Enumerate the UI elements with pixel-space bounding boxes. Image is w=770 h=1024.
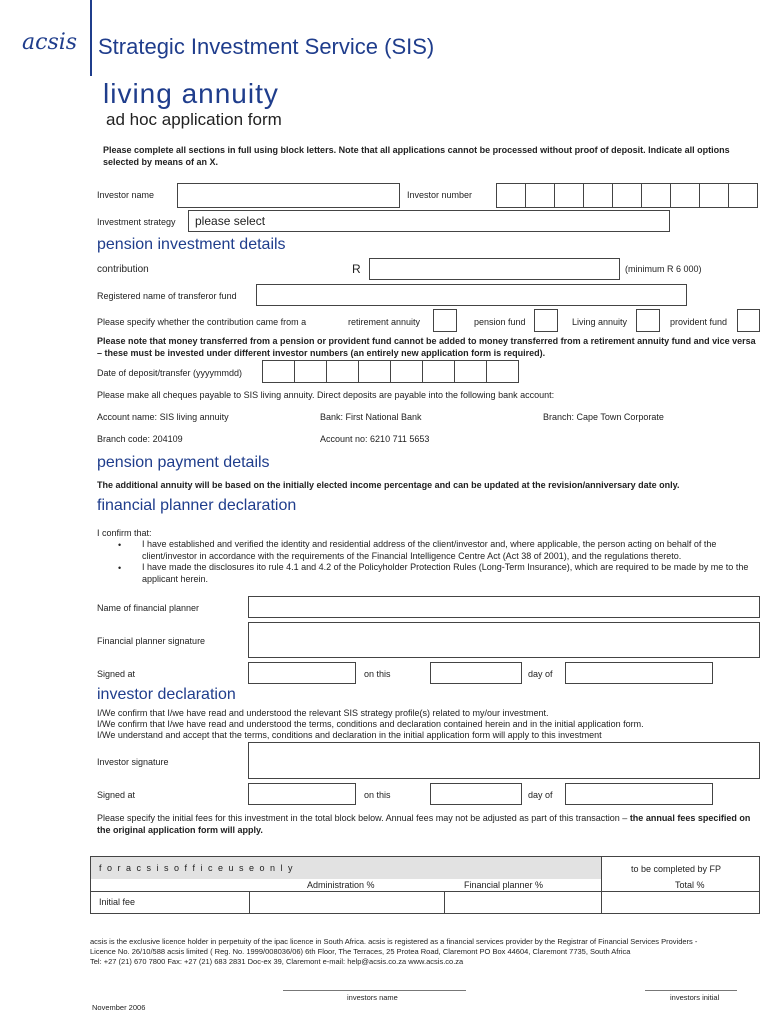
option-living-annuity-checkbox[interactable]: [636, 309, 660, 332]
investor-on-this-label: on this: [364, 790, 391, 800]
investor-signed-at-field[interactable]: [248, 783, 356, 805]
planner-signature-label: Financial planner signature: [97, 636, 206, 646]
pension-payment-note: The additional annuity will be based on the initially elected income percentage and can be updated at the revision/anniversary date only.: [97, 480, 680, 490]
investor-number-cell[interactable]: [496, 183, 526, 208]
pension-investment-heading: pension investment details: [97, 236, 286, 253]
planner-col-header: Financial planner %: [464, 880, 544, 890]
bank: [320, 412, 422, 422]
investor-number-cell[interactable]: [554, 183, 584, 208]
initial-fee-label: Initial fee: [99, 897, 136, 907]
footer-line-2: Licence No. 26/10/588 acsis limited ( Reg. No. 1999/008036/06) 6th Floor, The Terraces, 25 Protea Road, Claremont PO Box 44604, Claremont 7735, South Africa: [90, 947, 631, 956]
investor-number-cell[interactable]: [612, 183, 642, 208]
acsis-logo: acsis: [22, 30, 78, 55]
contribution-label: contribution: [97, 264, 149, 275]
investors-name-label: investors name: [347, 993, 398, 1002]
deposit-date-cell[interactable]: [486, 360, 519, 383]
deposit-date-label: Date of deposit/transfer (yyyymmdd): [97, 368, 243, 378]
option-provident-fund-label: provident fund: [670, 317, 728, 327]
planner-signed-at-field[interactable]: [248, 662, 356, 684]
cheques-note: Please make all cheques payable to SIS living annuity. Direct deposits are payable into the following bank account:: [97, 390, 555, 400]
planner-name-field[interactable]: [248, 596, 760, 618]
investor-signed-at-label: Signed at: [97, 790, 136, 800]
planner-confirm: I confirm that:: [97, 528, 152, 538]
investor-number-cell[interactable]: [670, 183, 700, 208]
branch-code: [97, 434, 183, 444]
planner-bullet-1: I have established and verified the identity and residential address of the client/investor and, where applicable, the person acting on behalf of the client/investor in accordance with the requirements of the Financial Intelligence Centre Act (Act 38 of 2001), and the regulations thereto.: [142, 539, 717, 561]
deposit-date-cell[interactable]: [326, 360, 359, 383]
form-title: living annuity: [103, 78, 279, 109]
total-fee-field[interactable]: [601, 892, 759, 913]
bullet-icon: •: [118, 563, 122, 573]
office-use-table: [90, 856, 760, 914]
minimum-note: (minimum R 6 000): [625, 264, 702, 274]
planner-declaration-heading: financial planner declaration: [97, 497, 297, 514]
admin-col-header: Administration %: [307, 880, 375, 890]
account-name-label: Account name:: [97, 412, 158, 422]
transfer-note: Please note that money transferred from a pension or provident fund cannot be added to money transferred from a retirement annuity fund and vice versa – these must be invested under different investor numbers (an entirely new application form is required).: [97, 336, 756, 358]
footer-line-3: Tel: +27 (21) 670 7800 Fax: +27 (21) 683 2831 Doc-ex 39, Claremont e-mail: help@acsis.co.za www.acsis.co.za: [90, 957, 464, 966]
planner-signature-field[interactable]: [248, 622, 760, 658]
investor-day-field[interactable]: [430, 783, 522, 805]
fees-note-part-2: the annual fees specified on the original application form will apply.: [97, 813, 751, 835]
header-divider: [90, 0, 92, 76]
planner-on-this-label: on this: [364, 669, 391, 679]
fees-note: [97, 813, 757, 836]
option-provident-fund-checkbox[interactable]: [737, 309, 760, 332]
investor-month-field[interactable]: [565, 783, 713, 805]
investor-number-cell[interactable]: [699, 183, 729, 208]
total-col-header: Total %: [675, 880, 705, 890]
investor-signature-label: Investor signature: [97, 757, 169, 767]
transferor-fund-label: Registered name of transferor fund: [97, 291, 237, 301]
transferor-fund-field[interactable]: [256, 284, 687, 306]
planner-signed-at-label: Signed at: [97, 669, 136, 679]
planner-month-field[interactable]: [565, 662, 713, 684]
planner-fee-field[interactable]: [444, 892, 601, 913]
branch-code-value: 204109: [152, 434, 183, 444]
footer-line-1: acsis is the exclusive licence holder in perpetuity of the ipac licence in South Africa. acsis is registered as a financial services provider by the Registrar of Financial Services Providers -: [90, 937, 698, 946]
form-subtitle: ad hoc application form: [106, 110, 282, 129]
currency-label: R: [352, 262, 361, 276]
account-name: [97, 412, 229, 422]
bullet-icon: •: [118, 540, 122, 550]
pension-payment-heading: pension payment details: [97, 454, 270, 471]
branch-value: Cape Town Corporate: [576, 412, 664, 422]
investor-number-label: Investor number: [407, 190, 473, 200]
investment-strategy-label: Investment strategy: [97, 217, 176, 227]
investor-decl-line-1: I/We confirm that I/we have read and understood the relevant SIS strategy profile(s) related to my/our investment.: [97, 708, 549, 718]
deposit-date-cell[interactable]: [454, 360, 487, 383]
form-date: November 2006: [92, 1003, 146, 1012]
planner-name-label: Name of financial planner: [97, 603, 200, 613]
investor-number-cell[interactable]: [525, 183, 555, 208]
investor-decl-line-2: I/We confirm that I/we have read and understood the terms, conditions and declaration contained herein and in the initial application form.: [97, 719, 644, 729]
header-title: Strategic Investment Service (SIS): [98, 34, 435, 59]
bank-value: First National Bank: [345, 412, 422, 422]
source-prompt: Please specify whether the contribution came from a: [97, 317, 307, 327]
option-retirement-annuity-label: retirement annuity: [348, 317, 421, 327]
admin-fee-field[interactable]: [249, 892, 444, 913]
investor-number-cell[interactable]: [728, 183, 758, 208]
account-name-value: SIS living annuity: [159, 412, 229, 422]
investors-name-line: [283, 990, 466, 991]
option-pension-fund-label: pension fund: [474, 317, 526, 327]
deposit-date-cell[interactable]: [294, 360, 327, 383]
option-living-annuity-label: Living annuity: [572, 317, 628, 327]
planner-bullet-2: I have made the disclosures ito rule 4.1 and 4.2 of the Policyholder Protection Rules (Long-Term Insurance), which are required to be made by me to the applicant herein.: [142, 562, 749, 584]
fp-label: to be completed by FP: [631, 864, 722, 874]
option-pension-fund-checkbox[interactable]: [534, 309, 558, 332]
investor-decl-line-3: I/We understand and accept that the terms, conditions and declaration in the initial application form will apply to this investment: [97, 730, 602, 740]
instructions: Please complete all sections in full using block letters. Note that all applications cannot be processed without proof of deposit. Indicate all options selected by means of an X.: [103, 145, 730, 167]
investment-strategy-select[interactable]: [188, 210, 670, 232]
investors-initial-line: [645, 990, 737, 991]
investor-day-of-label: day of: [528, 790, 553, 800]
option-retirement-annuity-checkbox[interactable]: [433, 309, 457, 332]
deposit-date-cell[interactable]: [390, 360, 423, 383]
planner-day-of-label: day of: [528, 669, 553, 679]
bank-label: Bank:: [320, 412, 344, 422]
investor-number-cell[interactable]: [641, 183, 671, 208]
deposit-date-cell[interactable]: [262, 360, 295, 383]
investors-initial-label: investors initial: [670, 993, 720, 1002]
fees-note-part-1: Please specify the initial fees for this investment in the total block below. Annual fees may not be adjusted as part of this transaction –: [97, 813, 630, 823]
branch-code-label: Branch code:: [97, 434, 151, 444]
account-no: [320, 434, 429, 444]
branch-label: Branch:: [543, 412, 575, 422]
planner-day-field[interactable]: [430, 662, 522, 684]
deposit-date-cell[interactable]: [422, 360, 455, 383]
deposit-date-cell[interactable]: [358, 360, 391, 383]
account-no-label: Account no:: [320, 434, 368, 444]
account-no-value: 6210 711 5653: [370, 434, 430, 444]
investor-name-label: Investor name: [97, 190, 155, 200]
investor-name-field[interactable]: [177, 183, 400, 208]
office-use-title: f o r a c s i s o f f i c e u s e o n l y: [99, 863, 295, 873]
branch: [543, 412, 664, 422]
contribution-amount-field[interactable]: [369, 258, 620, 280]
investor-number-cell[interactable]: [583, 183, 613, 208]
investor-declaration-heading: investor declaration: [97, 686, 236, 703]
investor-signature-field[interactable]: [248, 742, 760, 779]
investment-strategy-value: please select: [195, 214, 266, 228]
